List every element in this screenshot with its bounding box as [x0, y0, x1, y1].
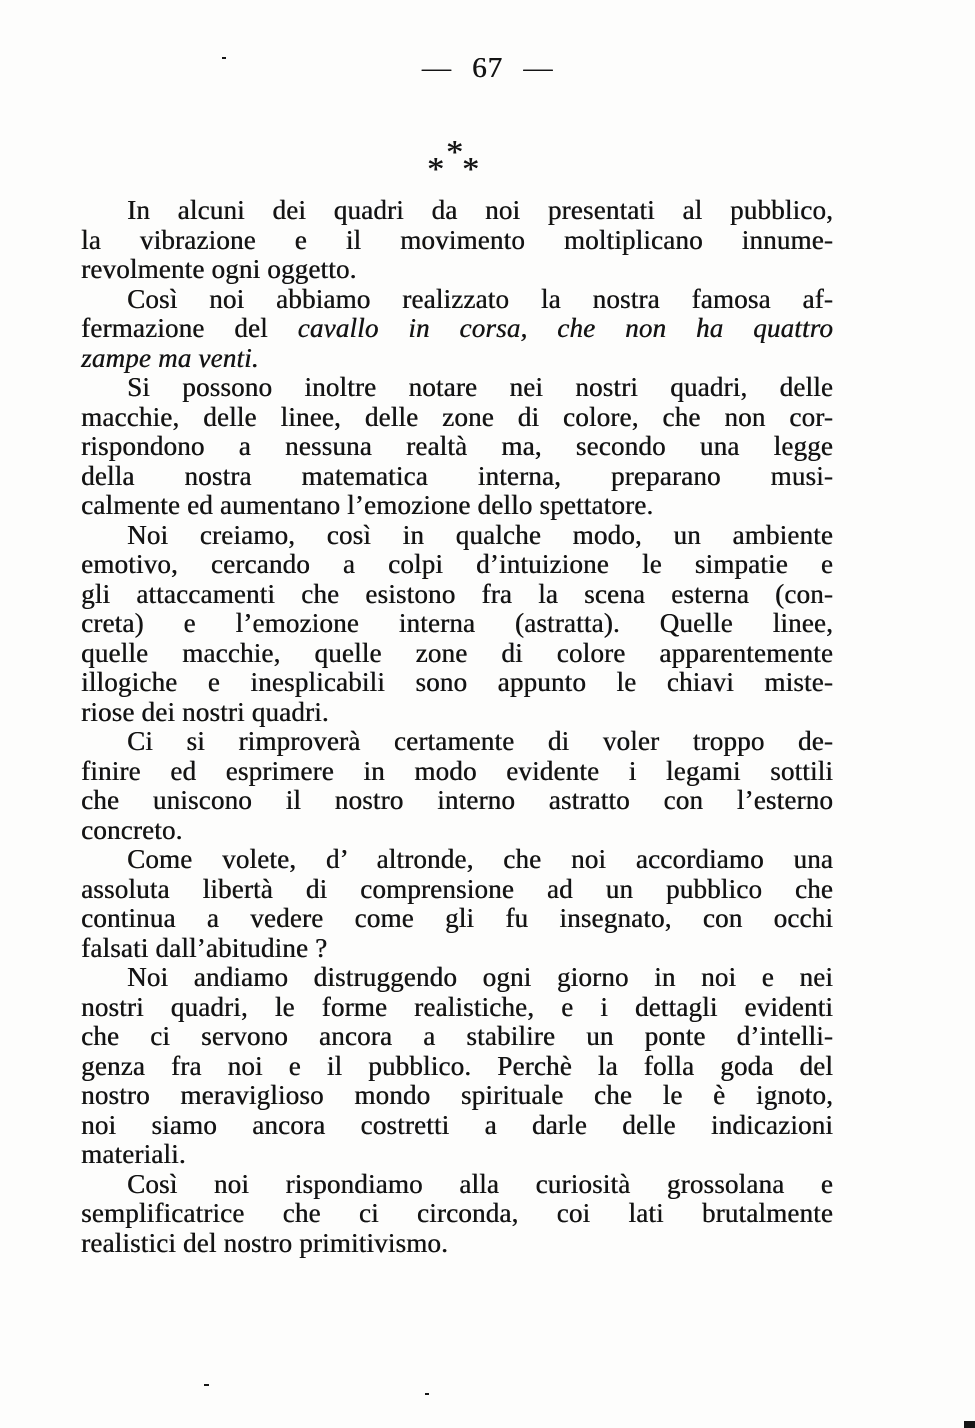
text-line [81, 1170, 833, 1200]
body-text: nostri quadri, le forme realistiche, e i dettagli evidenti [81, 991, 833, 1022]
body-text: Ci si rimproverà certamente di voler troppo de- [127, 726, 833, 756]
body-text: Come volete, d’ altronde, che noi accordiamo una [127, 844, 833, 874]
text-line [81, 1052, 833, 1082]
text-line [81, 609, 833, 639]
text-line [81, 314, 833, 344]
body-text: gli attaccamenti che esistono fra la scena esterna (con- [81, 578, 833, 609]
text-line [81, 1081, 833, 1111]
text-line [81, 1111, 833, 1141]
body-text: Noi andiamo distruggendo ogni giorno in noi e nei [127, 962, 833, 992]
text-line [81, 934, 833, 964]
text-line [81, 403, 833, 433]
italic-text: zampe ma venti. [81, 342, 259, 373]
body-text: concreto. [81, 814, 183, 845]
text-line [81, 816, 833, 846]
text-line [81, 196, 833, 226]
text-line [81, 727, 833, 757]
text-line [81, 373, 833, 403]
text-line [81, 698, 833, 728]
text-line [81, 432, 833, 462]
text-line [81, 875, 833, 905]
scan-speck [964, 1421, 975, 1428]
text-line [81, 845, 833, 875]
text-line [81, 904, 833, 934]
body-text: Così noi rispondiamo alla curiosità grossolana e [127, 1168, 833, 1199]
text-line [81, 1229, 833, 1259]
text-line [81, 1022, 833, 1052]
text-line [81, 757, 833, 787]
text-line [81, 491, 833, 521]
body-text: materiali. [81, 1139, 186, 1169]
body-text: falsati dall’abitudine ? [81, 932, 328, 963]
body-text: nostro meraviglioso mondo spirituale che le è ignoto, [81, 1080, 833, 1110]
body-text: Noi creiamo, così in qualche modo, un ambiente [127, 519, 833, 550]
body-text: creta) e l’emozione interna (astratta). Quelle linee, [81, 608, 833, 638]
body-text: Così noi abbiamo realizzato la nostra famosa af- [127, 283, 833, 314]
body-text: quelle macchie, quelle zone di colore apparentemente [81, 637, 833, 668]
text-line [81, 1140, 833, 1170]
text-line [81, 639, 833, 669]
body-text: illogiche e inesplicabili sono appunto le chiavi miste- [81, 667, 833, 697]
text-line [81, 993, 833, 1023]
body-text: rispondono a nessuna realtà ma, secondo una legge [81, 431, 833, 461]
text-line [81, 344, 833, 374]
body-text: assoluta libertà di comprensione ad un pubblico che [81, 873, 833, 904]
text-line [81, 668, 833, 698]
body-text: emotivo, cercando a colpi d’intuizione le simpatie e [81, 549, 833, 579]
body-text: fermazione del [81, 313, 298, 343]
scan-speck [222, 57, 226, 59]
text-line [81, 255, 833, 285]
scan-speck [425, 1393, 429, 1395]
text-line [81, 580, 833, 610]
body-text: revolmente ogni oggetto. [81, 254, 357, 284]
body-text: della nostra matematica interna, preparano musi- [81, 460, 833, 491]
asterisk-icon: * [446, 134, 463, 171]
text-line [81, 226, 833, 256]
body-text: noi siamo ancora costretti a darle delle indicazioni [81, 1109, 833, 1140]
scan-speck [204, 1384, 209, 1386]
text-line [81, 1199, 833, 1229]
text-block [81, 196, 833, 1258]
asterisk-icon: * [427, 151, 444, 188]
text-line [81, 285, 833, 315]
body-text: che ci servono ancora a stabilire un ponte d’intelli- [81, 1021, 833, 1051]
text-line [81, 550, 833, 580]
italic-text: cavallo in corsa, che non ha quattro [297, 313, 833, 343]
body-text: la vibrazione e il movimento moltiplicano innume- [81, 224, 833, 255]
body-text: In alcuni dei quadri da noi presentati al pubblico, [127, 195, 833, 225]
asterisk-icon: * [462, 151, 479, 188]
body-text: semplificatrice che ci circonda, coi lati brutalmente [81, 1198, 833, 1228]
text-line [81, 963, 833, 993]
text-line [81, 462, 833, 492]
body-text: che uniscono il nostro interno astratto con l’esterno [81, 785, 833, 815]
body-text: continua a vedere come gli fu insegnato, con occhi [81, 903, 833, 933]
body-text: Si possono inoltre notare nei nostri quadri, delle [127, 372, 833, 402]
body-text: finire ed esprimere in modo evidente i legami sottili [81, 755, 833, 786]
body-text: realistici del nostro primitivismo. [81, 1227, 448, 1258]
body-text: genza fra noi e il pubblico. Perchè la folla goda del [81, 1050, 833, 1081]
page-number-header: — 67 — [421, 52, 554, 84]
body-text: macchie, delle linee, delle zone di colore, che non cor- [81, 401, 833, 432]
body-text: calmente ed aumentano l’emozione dello spettatore. [81, 490, 654, 520]
text-line [81, 786, 833, 816]
body-text: riose dei nostri quadri. [81, 696, 329, 727]
text-line [81, 521, 833, 551]
